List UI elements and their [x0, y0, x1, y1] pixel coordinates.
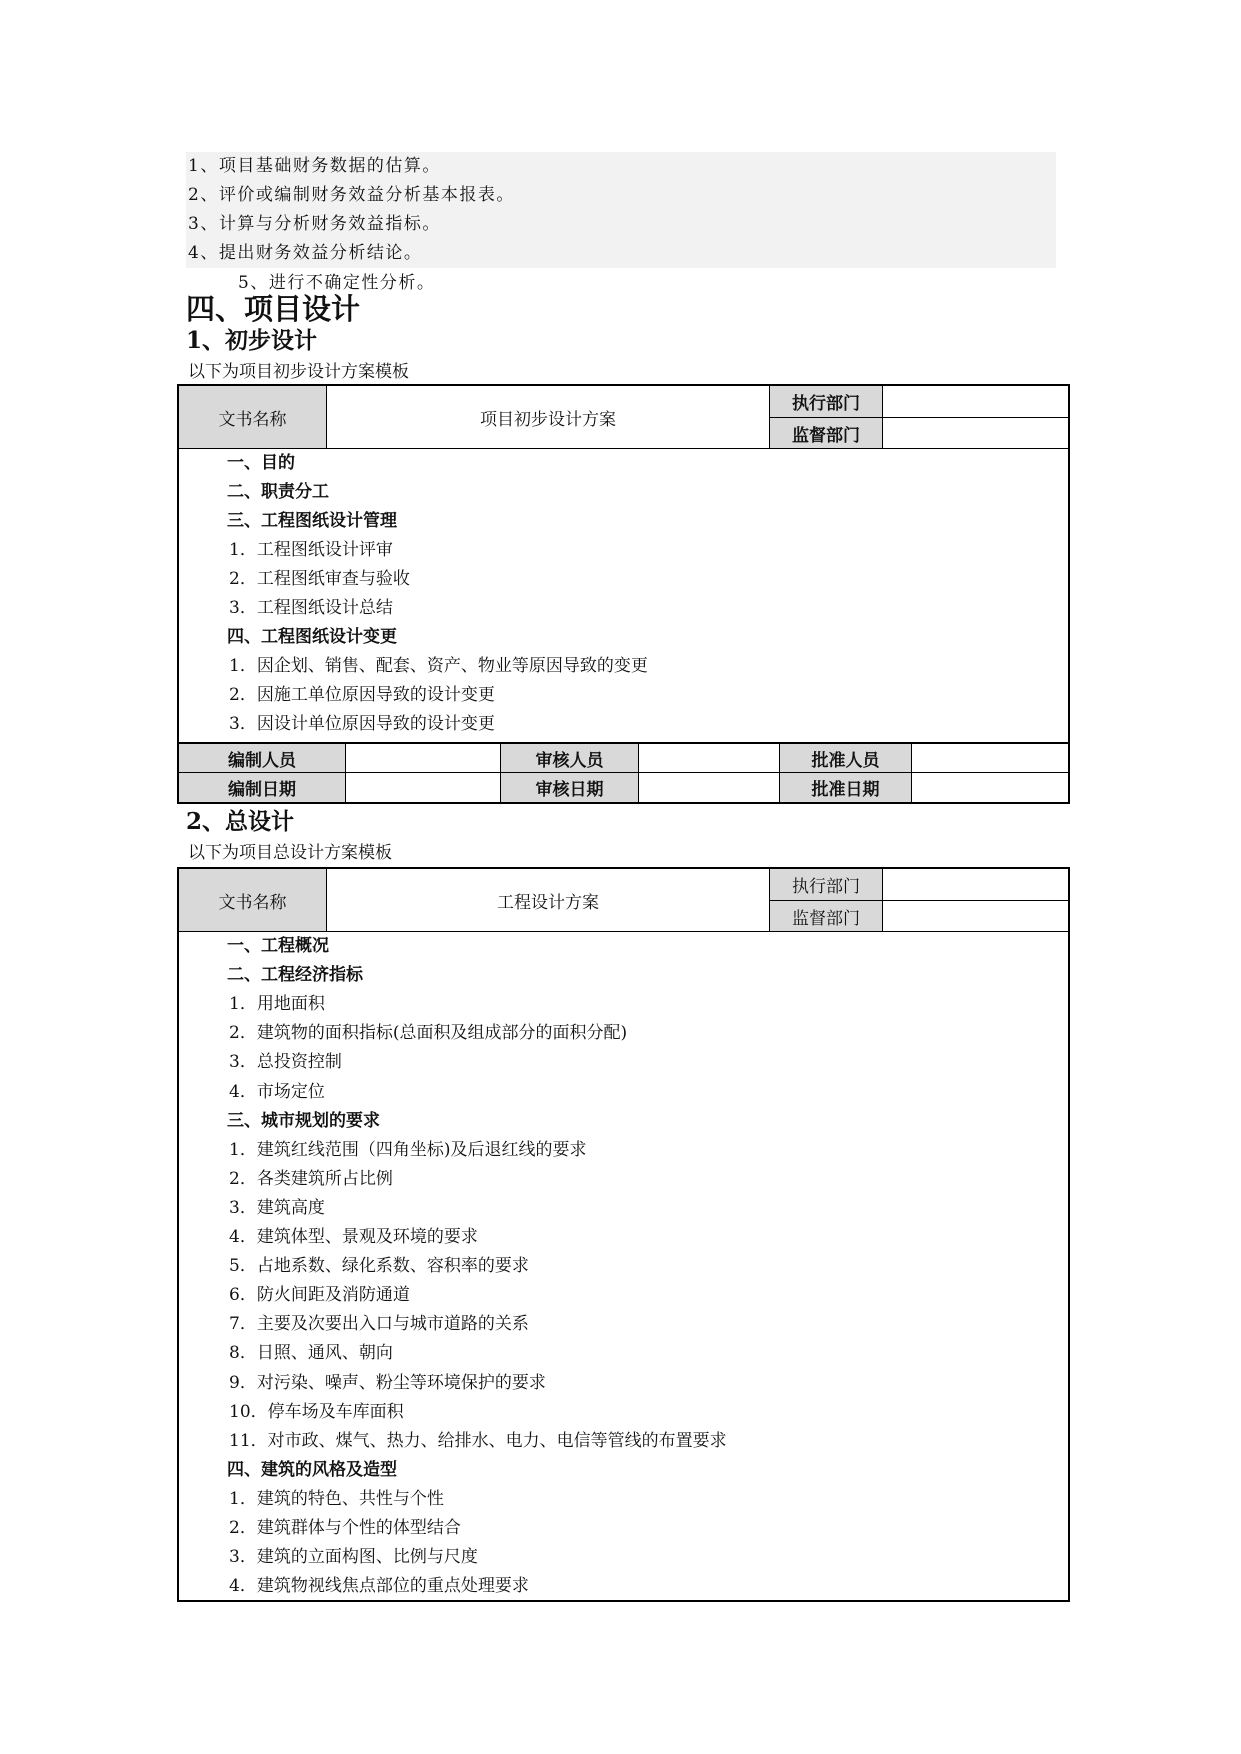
list-item: 4．建筑体型、景观及环境的要求 [229, 1227, 478, 1247]
reviewed-by-label: 审核人员 [501, 744, 638, 772]
list-item: 1．工程图纸设计评审 [229, 540, 393, 560]
step-item: 1、项目基础财务数据的估算。 [188, 156, 441, 176]
exec-dept-label: 执行部门 [770, 869, 882, 900]
section-heading: 二、工程经济指标 [227, 965, 363, 986]
section-heading: 三、城市规划的要求 [227, 1110, 380, 1131]
list-item: 3．建筑的立面构图、比例与尺度 [229, 1547, 478, 1568]
reviewed-by-value[interactable] [639, 744, 779, 772]
reviewed-date-label: 审核日期 [501, 773, 638, 802]
list-item: 3．因设计单位原因导致的设计变更 [229, 714, 495, 734]
section-heading: 一、工程概况 [227, 936, 329, 956]
template-note-preliminary: 以下为项目初步设计方案模板 [188, 362, 409, 382]
preliminary-design-table [177, 384, 1070, 804]
list-item: 3．工程图纸设计总结 [229, 598, 393, 618]
exec-dept-value[interactable] [883, 386, 1068, 417]
approved-date-value[interactable] [912, 773, 1068, 802]
list-item: 9．对污染、噪声、粉尘等环境保护的要求 [229, 1372, 546, 1393]
list-item: 3．建筑高度 [229, 1197, 325, 1218]
list-item: 11．对市政、煤气、热力、给排水、电力、电信等管线的布置要求 [229, 1430, 727, 1451]
list-item: 1．用地面积 [229, 994, 325, 1015]
prepared-date-value[interactable] [346, 773, 500, 802]
section-heading: 四、建筑的风格及造型 [227, 1459, 397, 1480]
step-item: 4、提出财务效益分析结论。 [188, 243, 423, 263]
approved-by-value[interactable] [912, 744, 1068, 772]
list-item: 5．占地系数、绿化系数、容积率的要求 [229, 1256, 529, 1277]
step-item: 5、进行不确定性分析。 [238, 273, 436, 293]
prepared-by-label: 编制人员 [179, 744, 345, 772]
subsection-title-overall: 2、总设计 [186, 808, 295, 835]
supervise-dept-value[interactable] [883, 901, 1068, 931]
subsection-title-preliminary: 1、初步设计 [186, 327, 318, 354]
template-note-overall: 以下为项目总设计方案模板 [188, 843, 392, 863]
section-heading: 三、工程图纸设计管理 [227, 511, 397, 531]
doc-name-value: 项目初步设计方案 [480, 409, 616, 430]
step-item: 2、评价或编制财务效益分析基本报表。 [188, 185, 515, 205]
list-item: 6．防火间距及消防通道 [229, 1285, 410, 1306]
doc-name-label: 文书名称 [179, 386, 326, 448]
list-item: 2．工程图纸审查与验收 [229, 569, 410, 589]
list-item: 1．建筑的特色、共性与个性 [229, 1488, 444, 1509]
exec-dept-value[interactable] [883, 869, 1068, 900]
supervise-dept-label: 监督部门 [770, 418, 882, 448]
list-item: 10．停车场及车库面积 [229, 1401, 404, 1422]
supervise-dept-label: 监督部门 [770, 901, 882, 931]
list-item: 1．因企划、销售、配套、资产、物业等原因导致的变更 [229, 656, 648, 676]
list-item: 2．建筑物的面积指标(总面积及组成部分的面积分配) [229, 1023, 628, 1044]
list-item: 4．建筑物视线焦点部位的重点处理要求 [229, 1576, 529, 1597]
approved-by-label: 批准人员 [780, 744, 911, 772]
section-heading: 四、工程图纸设计变更 [227, 627, 397, 647]
section-heading: 一、目的 [227, 453, 295, 473]
doc-name-label: 文书名称 [179, 869, 326, 931]
prepared-by-value[interactable] [346, 744, 500, 772]
supervise-dept-value[interactable] [883, 418, 1068, 448]
list-item: 2．建筑群体与个性的体型结合 [229, 1518, 461, 1538]
list-item: 4．市场定位 [229, 1081, 325, 1102]
overall-design-table [177, 867, 1070, 1602]
section-title: 四、项目设计 [186, 292, 361, 326]
list-item: 1．建筑红线范围（四角坐标)及后退红线的要求 [229, 1139, 587, 1160]
prepared-date-label: 编制日期 [179, 773, 345, 802]
list-item: 7．主要及次要出入口与城市道路的关系 [229, 1314, 529, 1335]
reviewed-date-value[interactable] [639, 773, 779, 802]
list-item: 2．各类建筑所占比例 [229, 1168, 393, 1189]
list-item: 2．因施工单位原因导致的设计变更 [229, 685, 495, 705]
list-item: 8．日照、通风、朝向 [229, 1343, 393, 1364]
step-item: 3、计算与分析财务效益指标。 [188, 214, 441, 234]
exec-dept-label: 执行部门 [770, 386, 882, 417]
approved-date-label: 批准日期 [780, 773, 911, 802]
list-item: 3．总投资控制 [229, 1052, 342, 1073]
doc-name-value: 工程设计方案 [497, 892, 599, 913]
section-heading: 二、职责分工 [227, 482, 329, 502]
